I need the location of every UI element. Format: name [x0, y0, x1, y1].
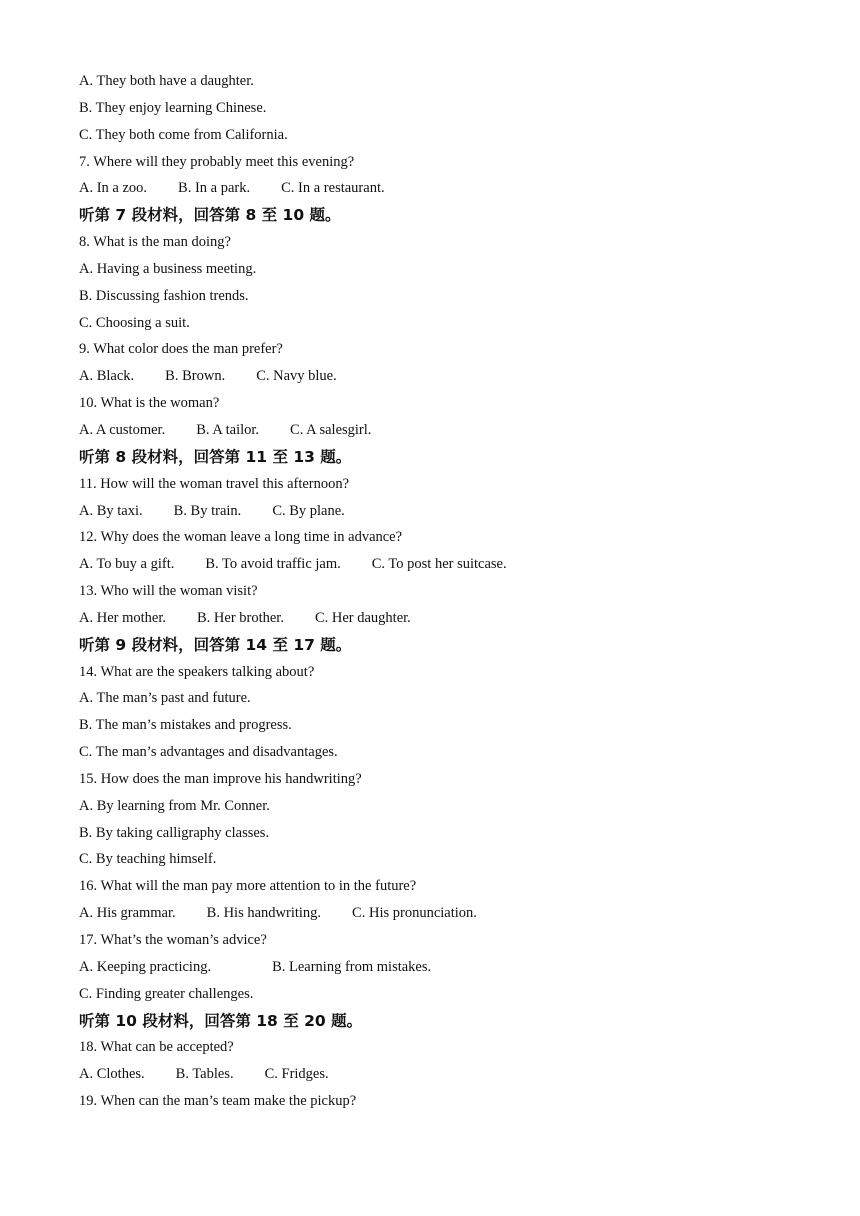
answer-options-row	[79, 498, 819, 525]
answer-option: C. Her daughter.	[314, 609, 411, 626]
answer-option: A. By learning from Mr. Conner.	[79, 797, 270, 814]
answer-option: A. Keeping practicing.	[79, 958, 212, 975]
question-text: 10. What is the woman?	[79, 395, 220, 412]
question-text: 18. What can be accepted?	[79, 1039, 234, 1056]
answer-option: B. They enjoy learning Chinese.	[79, 99, 267, 116]
answer-option: C. Navy blue.	[256, 368, 337, 385]
question-text: 17. What’s the woman’s advice?	[79, 932, 267, 948]
answer-option: B. Discussing fashion trends.	[79, 287, 249, 304]
answer-option: C. Finding greater challenges.	[79, 985, 254, 1002]
answer-option: C. Fridges.	[264, 1066, 329, 1083]
answer-option: C. By teaching himself.	[79, 851, 217, 868]
answer-options-row	[79, 363, 819, 390]
section-heading: 听第 10 段材料，回答第 18 至 20 题。	[79, 1011, 363, 1030]
answer-option: A. His grammar.	[79, 905, 176, 922]
answer-option: A. In a zoo.	[79, 180, 148, 197]
answer-option: A. A customer.	[79, 421, 166, 438]
question-text: 8. What is the man doing?	[79, 234, 231, 251]
answer-options-row	[79, 605, 819, 632]
answer-option: C. A salesgirl.	[290, 421, 372, 438]
answer-option: B. Tables.	[175, 1066, 234, 1083]
answer-option: A. They both have a daughter.	[79, 73, 254, 89]
answer-option: C. In a restaurant.	[281, 180, 385, 197]
answer-options-row	[79, 551, 819, 578]
section-heading: 听第 8 段材料，回答第 11 至 13 题。	[79, 447, 352, 466]
answer-options-row	[79, 417, 819, 444]
exam-page	[79, 68, 819, 1115]
question-text: 15. How does the man improve his handwriting?	[79, 770, 362, 787]
question-text: 9. What color does the man prefer?	[79, 341, 283, 358]
answer-option: B. Learning from mistakes.	[272, 958, 432, 975]
answer-option: B. By train.	[173, 502, 242, 519]
answer-option: B. His handwriting.	[206, 905, 322, 922]
answer-options-row	[79, 954, 819, 981]
answer-option: A. The man’s past and future.	[79, 690, 251, 707]
answer-option: C. To post her suitcase.	[371, 556, 507, 573]
answer-option: B. To avoid traffic jam.	[205, 556, 341, 573]
question-text: 7. Where will they probably meet this evening?	[79, 153, 355, 170]
answer-option: B. Her brother.	[196, 609, 284, 626]
answer-option: A. Her mother.	[79, 609, 166, 626]
answer-option: A. To buy a gift.	[79, 556, 175, 573]
question-text: 16. What will the man pay more attention to in the future?	[79, 878, 417, 895]
answer-option: B. In a park.	[178, 180, 251, 197]
answer-option: A. Clothes.	[79, 1066, 145, 1083]
question-text: 11. How will the woman travel this afternoon?	[79, 475, 350, 492]
section-heading: 听第 9 段材料，回答第 14 至 17 题。	[79, 635, 352, 654]
answer-options-row	[79, 1061, 819, 1088]
answer-option: B. By taking calligraphy classes.	[79, 824, 270, 841]
question-text: 19. When can the man’s team make the pickup?	[79, 1093, 357, 1110]
answer-option: C. The man’s advantages and disadvantages.	[79, 744, 338, 761]
answer-option: B. Brown.	[165, 368, 226, 385]
answer-option: C. His pronunciation.	[352, 905, 477, 922]
answer-options-row	[79, 900, 819, 927]
answer-option: C. Choosing a suit.	[79, 314, 190, 331]
section-heading: 听第 7 段材料，回答第 8 至 10 题。	[79, 206, 341, 225]
question-text: 12. Why does the woman leave a long time in advance?	[79, 529, 403, 546]
answer-option: C. They both come from California.	[79, 126, 288, 143]
answer-option: A. Having a business meeting.	[79, 260, 257, 277]
question-text: 13. Who will the woman visit?	[79, 583, 258, 600]
answer-option: A. Black.	[79, 368, 135, 385]
answer-options-row	[79, 175, 819, 202]
answer-option: C. By plane.	[272, 502, 345, 519]
question-text: 14. What are the speakers talking about?	[79, 663, 315, 680]
answer-option: A. By taxi.	[79, 502, 143, 519]
answer-option: B. The man’s mistakes and progress.	[79, 717, 292, 734]
answer-option: B. A tailor.	[196, 421, 260, 438]
